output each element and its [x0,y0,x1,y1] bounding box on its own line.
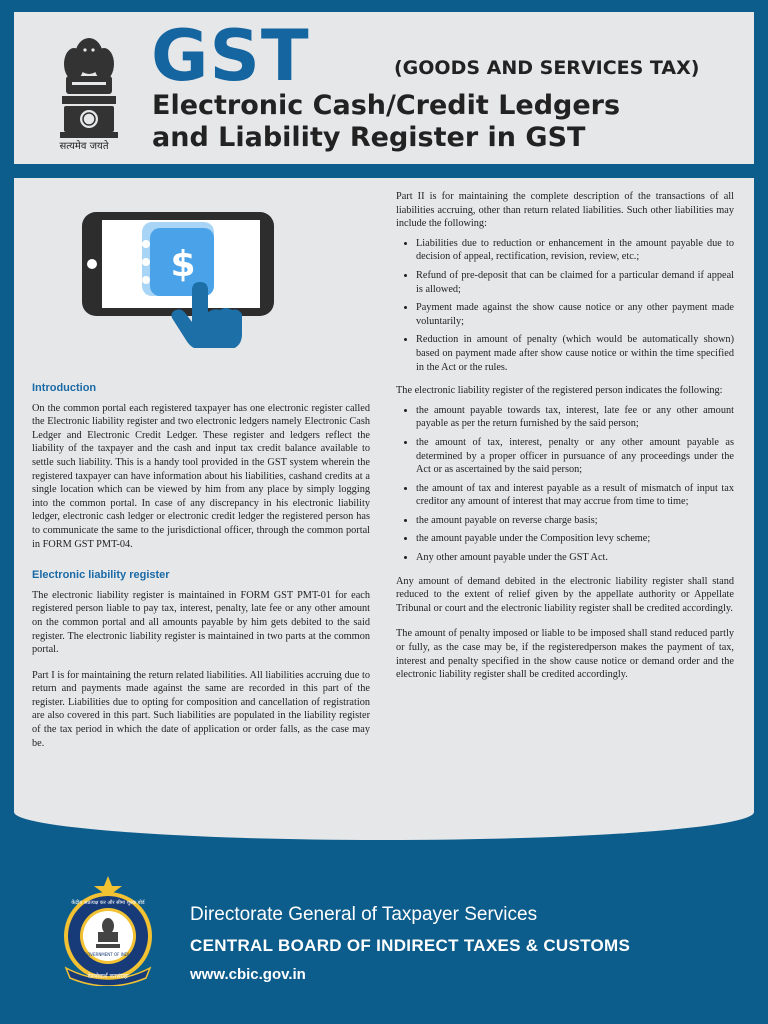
list-item: • Payment made against the show cause notice or any other payment made voluntarily; [416,301,734,328]
page-title [152,90,620,154]
logo-text-bottom: देशसेवार्थं करसंग्रहः [87,973,129,980]
liability-register-paragraph: The electronic liability register is maintained in FORM GST PMT-01 for each registered person liable to pay tax, interest, penalty, late fee or any other amount on the common portal and all amounts payable by him gets debited to the said register. The electronic liability register is maintained in two parts at the common portal. [32,589,370,656]
list-item: • the amount payable under the Composition levy scheme; [416,532,734,546]
list-item: • the amount of tax, interest, penalty or any other amount payable as determined by a proper officer in pursuance of any proceedings under the Act or as ascertained by the said person; [416,436,734,477]
directorate-name: Directorate General of Taxpayer Services [190,904,538,925]
indicates-paragraph: The electronic liability register of the registered person indicates the following: [396,385,723,397]
emblem-motto: सत्यमेव जयते [59,141,109,152]
part1-paragraph: Part I is for maintaining the return related liabilities. All liabilities accruing due to return and payments made against the same are recorded in this part of the register. Liabilities due to opting for composition and cancellation of registration are also covered in this part. Such liabilities are populated in the liability register of the tax period in which the date of application or order falls, as the case may be. [32,669,370,749]
gst-heading: GST [151,15,310,97]
content-panel [14,178,754,840]
list-item: • Reduction in amount of penalty (which would be automatically shown) based on payment made after show cause notice or within the time specified in the Act or the rules. [416,333,734,374]
list-item: • Liabilities due to reduction or enhancement in the amount payable due to decision of appeal, rectification, revision, review, etc.; [416,237,734,264]
list-item: • Refund of pre-deposit that can be claimed for a particular demand if appeal is allowed; [416,269,734,296]
list-item: • Any other amount payable under the GST Act. [416,551,734,565]
indicates-list [396,404,734,565]
list-item: • the amount of tax and interest payable as a result of mismatch of input tax creditor any amount of interest that may accrue from time to time; [416,482,734,509]
right-column [396,190,734,694]
list-item: • the amount payable towards tax, interest, late fee or any other amount payable as per the return furnished by the said person; [416,404,734,431]
logo-text-inner: GOVERNMENT OF INDIA [84,952,132,957]
phone-wallet-icon [80,208,276,348]
svg-text:$: $ [170,244,196,285]
gst-full-form: (GOODS AND SERVICES TAX) [394,57,700,79]
header-panel [14,12,754,164]
ashoka-emblem-icon [52,26,126,148]
demand-paragraph: Any amount of demand debited in the electronic liability register shall stand reduced to the extent of relief given by the appellate authority or Appellate Tribunal or court and the electronic liability register shall be credited accordingly. [396,575,734,614]
list-item: • the amount payable on reverse charge basis; [416,514,734,528]
cbic-logo-icon [52,874,164,986]
title-line-2: and Liability Register in GST [152,122,586,153]
board-name: CENTRAL BOARD OF INDIRECT TAXES & CUSTOMS [190,936,631,955]
left-column [32,382,370,762]
logo-text-top: केंद्रीय अप्रत्यक्ष कर और सीमा शुल्क बोर्ड [71,900,145,906]
penalty-paragraph: The amount of penalty imposed or liable to be imposed shall stand reduced partly or fully, as the case may be, if the registeredperson makes the payment of tax, interest and penalty specified in the show cause notice or demand order and the electronic liability register shall be credited accordingly. [396,628,734,681]
introduction-heading: Introduction [32,382,97,394]
part2-paragraph: Part II is for maintaining the complete description of the transactions of all liabilities accruing, other than return related liabilities. Such other liabilities may include the following: [396,191,734,230]
introduction-paragraph: On the common portal each registered taxpayer has one electronic register called the Electronic liability register and two electronic ledgers namely Electronic Cash Ledger and Electronic Credit Ledger. These register and ledgers reflect the liability of the taxpayer and the cash and input tax credit balance available to settle such liability. This is a handy tool provided in the GST system wherein the registered taxpayer can have information about his liabilities, cashand credits at a single location which can be viewed by him from any place by simply logging into the common portal. In case of any discrepancy in his electronic liability ledger, electronic cash ledger or electronic credit ledger the registered person has to communicate the same to the jurisdictional officer, through the common portal in FORM GST PMT-04. [32,402,370,550]
website-link[interactable]: www.cbic.gov.in [190,966,306,983]
part2-list [396,237,734,374]
title-line-1: Electronic Cash/Credit Ledgers [152,90,621,121]
liability-register-heading: Electronic liability register [32,569,170,582]
